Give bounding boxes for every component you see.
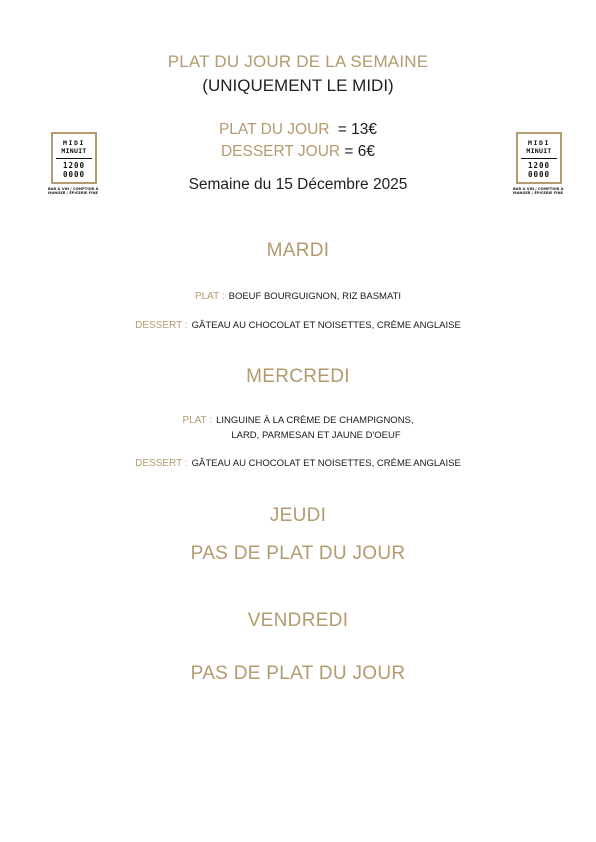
menu-line-mercredi-dessert xyxy=(0,458,596,469)
logo-line1: MIDI xyxy=(527,139,551,147)
no-dish-jeudi: PAS DE PLAT DU JOUR xyxy=(190,543,406,564)
logo-tag-line1: BAR & VIN / COMPTOIR À xyxy=(513,187,564,191)
logo-line3: 1200 xyxy=(62,161,86,170)
week-label: Semaine du 15 Décembre 2025 xyxy=(188,176,408,193)
dessert-text: GÂTEAU AU CHOCOLAT ET NOISETTES, CRÈME ANGLAISE xyxy=(191,458,461,469)
price-dessert xyxy=(0,143,596,161)
logo-line3: 1200 xyxy=(527,161,551,170)
logo-line4: 0000 xyxy=(527,170,551,179)
price-plat-label: PLAT DU JOUR xyxy=(218,121,330,138)
day-heading-mardi: MARDI xyxy=(266,240,330,261)
no-dish-vendredi: PAS DE PLAT DU JOUR xyxy=(190,663,406,684)
day-heading-vendredi: VENDREDI xyxy=(247,610,349,631)
logo-line4: 0000 xyxy=(62,170,86,179)
logo-tag-line1: BAR & VIN / COMPTOIR À xyxy=(48,187,99,191)
day-heading-jeudi: JEUDI xyxy=(269,505,327,526)
logo-line2: MINUIT xyxy=(61,147,87,155)
page-title: PLAT DU JOUR DE LA SEMAINE xyxy=(167,52,429,71)
plat-text: BOEUF BOURGUIGNON, RIZ BASMATI xyxy=(228,291,402,302)
price-plat-value: = 13€ xyxy=(337,121,378,138)
plat-label: PLAT : xyxy=(182,415,213,426)
logo-line2: MINUIT xyxy=(526,147,552,155)
menu-line-mercredi-plat xyxy=(0,415,596,426)
logo-tag-line2: MANGER / ÉPICERIE FINE xyxy=(513,191,563,196)
logo-line1: MIDI xyxy=(62,139,86,147)
menu-line-mercredi-plat-cont: LARD, PARMESAN ET JAUNE D'OEUF xyxy=(231,430,401,441)
dessert-label: DESSERT : xyxy=(135,458,188,469)
menu-line-mardi-dessert xyxy=(0,320,596,331)
logo-tag-line2: MANGER / ÉPICERIE FINE xyxy=(48,191,98,196)
price-plat xyxy=(0,121,596,139)
day-heading-mercredi: MERCREDI xyxy=(246,366,350,387)
dessert-label: DESSERT : xyxy=(135,320,188,331)
menu-line-mardi-plat xyxy=(0,291,596,302)
price-dessert-value: = 6€ xyxy=(344,143,376,160)
plat-text: LINGUINE À LA CRÈME DE CHAMPIGNONS, xyxy=(216,415,414,426)
dessert-text: GÂTEAU AU CHOCOLAT ET NOISETTES, CRÈME ANGLAISE xyxy=(191,320,461,331)
plat-label: PLAT : xyxy=(194,291,225,302)
price-dessert-label: DESSERT JOUR xyxy=(220,143,341,160)
page-subtitle: (UNIQUEMENT LE MIDI) xyxy=(202,76,394,95)
